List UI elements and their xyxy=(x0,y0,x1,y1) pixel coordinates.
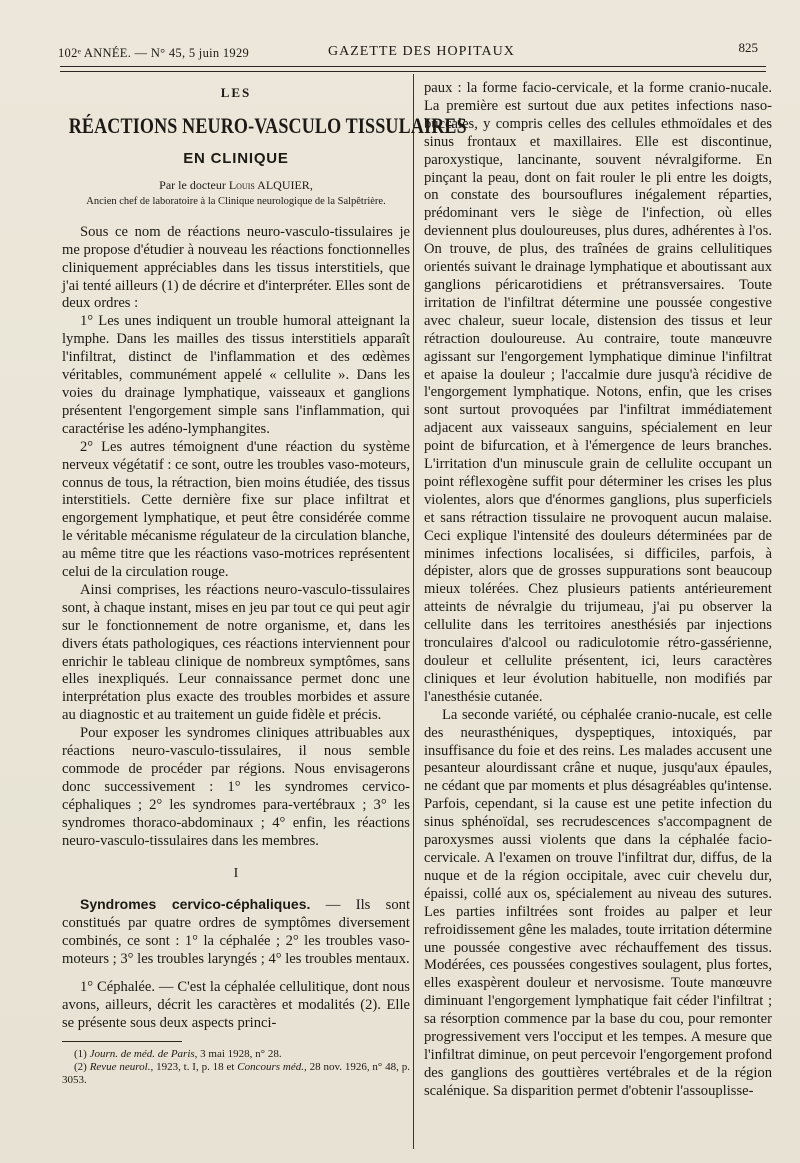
syndromes-text: — Ils sont constitués par quatre ordres de symptômes diversement combinés, ce sont : 1° la céphalée ; 2° les troubles vaso-moteurs ; 3° les troubles laryngés ; 4° les troubles mentaux. xyxy=(62,897,411,968)
footnote-1-journal: Journ. de méd. de Paris xyxy=(89,1047,195,1060)
byline-prefix: Par le docteur xyxy=(159,177,226,192)
byline xyxy=(62,178,410,192)
footnote-rule xyxy=(62,1041,182,1042)
paragraph-point-2: 2° Les autres témoignent d'une réaction du système nerveux végétatif : ce sont, outre les troubles vaso-moteurs, connus de tous, la rétraction, bien moins étudiée, des tissus interstitiels. Cette dernière fixe sur place infiltrat et engorgement lymphatique, et peut être considérée comme le véritable mécanisme régulateur de la circulation blanche, au même titre que les réactions vaso-motrices représentent celui de la circulation rouge. xyxy=(62,438,410,581)
footnote-2 xyxy=(62,1061,410,1087)
footnote-1 xyxy=(62,1048,410,1061)
cephalee-text: — C'est la céphalée cellulitique, dont nous avons, ailleurs, décrit les caractères et modalités (2). Elle se présente sous deux aspects princi- xyxy=(62,979,410,1031)
footnote-1-number: (1) xyxy=(74,1047,87,1060)
header-rule xyxy=(60,66,766,72)
footnote-2-journal: Revue neurol. xyxy=(89,1060,151,1073)
footnote-2-number: (2) xyxy=(74,1060,87,1073)
paragraph-ainsi: Ainsi comprises, les réactions neuro-vasculo-tissulaires sont, à chaque instant, mises en jeu par tout ce qui peut agir sur le fonctionnement de notre organisme, et, dans les divers états pathologiques, ces réactions interviennent pour enrichir le tableau clinique de nombreux symptômes, sans elles inexpliqués. Leur connaissance permet donc une interprétation plus exacte des troubles morbides et assure au diagnostic et au traitement un guide fidèle et précis. xyxy=(62,581,410,724)
article-title: RÉACTIONS NEURO-VASCULO TISSULAIRES xyxy=(68,112,467,138)
paragraph-cephalee xyxy=(62,979,410,1033)
section-heading-syndromes: Syndromes cervico-céphaliques. xyxy=(80,896,311,913)
author-affiliation: Ancien chef de laboratoire à la Clinique neurologique de la Salpêtrière. xyxy=(86,195,386,207)
paragraph-pour-exposer: Pour exposer les syndromes cliniques attribuables aux réactions neuro-vasculo-tissulaires, il nous semble commode de procéder par régions. Nous envisagerons donc successivement : 1° les syndromes cervico-céphaliques ; 2° les syndromes para-vertébraux ; 3° les syndromes thoraco-abdominaux ; 4° enfin, les réactions neuro-vasculo-tissulaires dans les membres. xyxy=(62,725,410,849)
paragraph-seconde-variete: La seconde variété, ou céphalée cranio-nucale, est celle des neurasthéniques, dyspeptiques, intoxiqués, par insuffisance du foie et des reins. Les malades accusent une pesanteur alourdissant crâne et nuque, jusqu'aux épaules, ne cédant que par moments et plus désagréables qu'intense. Parfois, cependant, si la cause est une petite infection du sinus sphénoïdal, ses recrudescences s'accompagnent de paroxysmes aussi violents que dans la céphalée facio-cervicale. A l'examen on trouve l'infiltrat dur, diffus, de la nuque et de la région occipitale, avec cuir chevelu dur, épaissi, collé aux os, spécialement au niveau des sutures. Les parties infiltrées sont froides au palper et leur refroidissement gêne les malades, toute irritation détermine une poussée congestive avec réchauffement des tissus. Modérées, ces poussées congestives soulagent, plus fortes, elles exaspèrent douleur et nervosisme. Toute manœuvre diminuant l'engorgement lymphatique fait céder l'infiltrat ; sa résorption commence par la base du cou, pour remonter progressivement vers l'occiput et les tempes. A mesure que l'infiltrat diminue, on peut percevoir l'engorgement profond des ganglions des gouttières vertébrales et de la région scalénique. Sa disparition permet d'obtenir l'assouplisse- xyxy=(424,706,772,1099)
footnote-2-rest: , 28 nov. 1926, n° 48, p. 3053. xyxy=(62,1060,411,1086)
footnote-2-journal-2: Concours méd. xyxy=(237,1060,304,1073)
journal-title: GAZETTE DES HOPITAUX xyxy=(328,44,515,59)
footnote-2-mid: , 1923, t. I, p. 18 et xyxy=(150,1060,238,1073)
author-last-name: ALQUIER, xyxy=(257,177,313,192)
paragraph-intro: Sous ce nom de réactions neuro-vasculo-tissulaires je me propose d'étudier à nouveau les réactions fonctionnelles cliniquement appréciables dans les tissus interstitiels, que j'ai tenté ailleurs (1) de décrire et d'interpréter. Elles sont de deux ordres : xyxy=(62,223,410,312)
page-number: 825 xyxy=(738,40,758,55)
right-column xyxy=(424,80,772,1101)
paragraph-point-1: 1° Les unes indiquent un trouble humoral atteignant la lymphe. Dans les mailles des tissus interstitiels apparaît l'infiltrat, distinct de l'inflammation et des œdèmes véritables, communément appelé « cellulite ». Dans les voies du drainage lymphatique, vaisseaux et ganglions présentent l'engorgement simple sans l'inflammation, qui caractérise les adéno-lymphangites. xyxy=(62,313,410,437)
page-header xyxy=(58,38,764,64)
column-divider xyxy=(413,74,414,1149)
title-les: LES xyxy=(220,85,252,100)
left-column xyxy=(62,78,467,1087)
paragraph-forme-facio: paux : la forme facio-cervicale, et la forme cranio-nucale. La première est surtout due aux petites infections naso-buccales, y compris celles des cellules ethmoïdales et des sinus frontaux et maxillaires. Elle est discontinue, paroxystique, lancinante, souvent névralgiforme. En pinçant la peau, dont on fait rouler le pli entre les doigts, on constate des boursouflures inégalement réparties, prédominant vers le siège de l'infection, où elles deviennent plus douloureuses, plus dures, adhérentes à l'os. On trouve, de plus, des traînées de grains cellulitiques orientés suivant le drainage lymphatique et aboutissant aux ganglions péricarotidiens et prétransversaires. Toute irritation de l'infiltrat détermine une poussée congestive avec chaleur, sueur locale, distension des tissus et leur rétraction douloureuse. Au contraire, toute manœuvre agissant sur l'engorgement lymphatique diminue l'infiltrat et apaise la douleur ; l'accalmie dure jusqu'à récidive de l'engorgement lymphatique. Notons, enfin, que les crises sont surtout provoquées par l'infiltrat immédiatement adjacent aux vaisseaux sanguins, spécialement en leur point de bifurcation, et à l'émergence de leurs branches. L'irritation d'un minuscule grain de cellulite occupant un point réflexogène suffit pour déterminer les crises les plus violentes, alors que d'énormes ganglions, plus superficiels et sans rétraction tissulaire ne provoquent aucun malaise. Ceci explique l'intensité des douleurs déterminées par de minimes infections localisées, si difficiles, parfois, à dépister, alors que de grosses suppurations sont beaucoup mieux tolérées. Chez plusieurs patients antérieurement atteints de névralgie du trijumeau, j'ai pu observer la cellulite dans les territoires anesthésiés par injections tronculaires d'alcool ou radiculotomie rétro-gassérienne, douleur et cellulite présentent, ici, leurs caractères cliniques et leur évolution habituelle, non modifiés par l'anesthésie cutanée. xyxy=(424,80,772,705)
subsection-heading-cephalee: 1° Céphalée. xyxy=(80,979,155,996)
paragraph-syndromes xyxy=(62,896,410,969)
author-first-name: Louis xyxy=(228,177,255,192)
article-subtitle: EN CLINIQUE xyxy=(183,149,289,167)
footnote-1-rest: , 3 mai 1928, n° 28. xyxy=(194,1047,282,1060)
issue-info: 102ᵉ ANNÉE. — N° 45, 5 juin 1929 xyxy=(58,46,250,60)
section-numeral: I xyxy=(233,865,239,881)
